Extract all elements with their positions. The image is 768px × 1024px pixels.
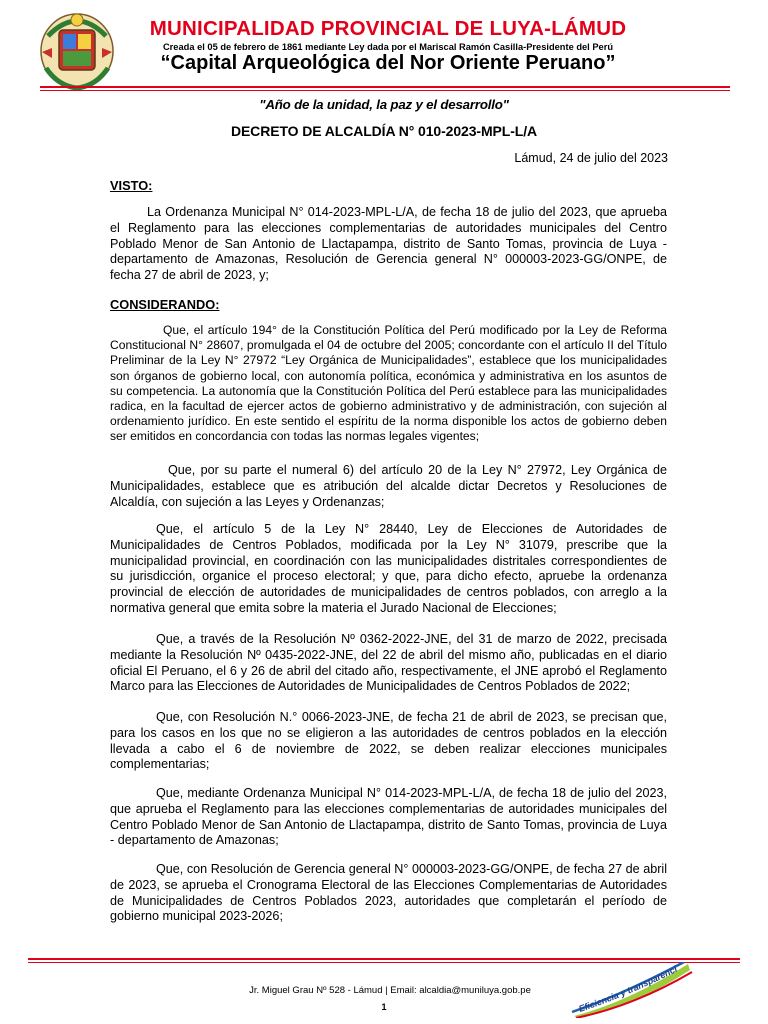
visto-paragraph: La Ordenanza Municipal N° 014-2023-MPL-L/A, de fecha 18 de julio del 2023, que aprueba el Reglamento para las elecciones complementarias de autoridades municipales del Centro Poblado Menor de San Antonio de Llactapampa, distrito de Santo Tomas, provincia de Luya - departamento de Amazonas, Resolución de Gerencia general N° 000003-2023-GG/ONPE, de fecha 27 de abril de 2023, y; xyxy=(110,205,667,283)
considerando-paragraph: Que, con Resolución de Gerencia general N° 000003-2023-GG/ONPE, de fecha 27 de abril de 2023, se aprueba el Cronograma Electoral de las Elecciones Complementarias de Autoridades de Municipalidades de Centros Poblados 2023, autoridades que completarán el período de gobierno municipal 2023-2026; xyxy=(110,862,667,924)
decree-title: DECRETO DE ALCALDÍA N° 010-2023-MPL-L/A xyxy=(230,123,538,139)
considerando-heading: CONSIDERANDO: xyxy=(110,297,220,312)
date-line: Lámud, 24 de julio del 2023 xyxy=(514,151,668,165)
considerando-paragraph: Que, con Resolución N.° 0066-2023-JNE, de fecha 21 de abril de 2023, se precisan que, para los casos en los que no se eligieron a las autoridades de centros poblados en la elección llevada a cabo el 6 de noviembre de 2022, se deben realizar elecciones municipales complementarias; xyxy=(110,710,667,772)
municipality-slogan: “Capital Arqueológica del Nor Oriente Peruano” xyxy=(160,52,616,74)
municipality-name: MUNICIPALIDAD PROVINCIAL DE LUYA-LÁMUD xyxy=(149,17,627,40)
page-number: 1 xyxy=(381,1002,387,1012)
considerando-paragraph: Que, el artículo 194° de la Constitución Política del Perú modificado por la Ley de Reforma Constitucional N° 28607, promulgada el 04 de octubre del 2005; concordante con el artículo II del Título Preliminar de la Ley N° 27972 “Ley Orgánica de Municipalidades”, establece que los municipalidades son órganos de gobierno local, con autonomía política, económica y administrativa en los asuntos de su competencia. La autonomía que la Constitución Política del Perú establece para las municipalidades radica, en la facultad de ejercer actos de gobierno administrativo y de administración, con sujeción al ordenamiento jurídico. En este sentido el espíritu de la norma disponible los actos de gobierno deben ser emitidos en concordancia con todas las normas legales vigentes; xyxy=(110,323,667,444)
considerando-paragraph: Que, mediante Ordenanza Municipal N° 014-2023-MPL-L/A, de fecha 18 de julio del 2023, que aprueba el Reglamento para las elecciones complementarias de autoridades municipales del Centro Poblado Menor de San Antonio de Llactapampa, distrito de Santo Tomas, provincia de Luya - departamento de Amazonas; xyxy=(110,786,667,848)
footer-divider xyxy=(28,958,740,960)
considerando-paragraph: Que, el artículo 5 de la Ley N° 28440, Ley de Elecciones de Autoridades de Municipalidades de Centros Poblados, modificada por la Ley N° 31079, prescribe que la municipalidad provincial, en coordinación con las municipalidades distritales correspondientes de su jurisdicción, organice el proceso electoral; y que, para dicho efecto, apruebe la ordenanza provincial de elección de autoridades de municipalidades de centros poblados, con arreglo a la normativa general que emita sobre la materia el Jurado Nacional de Elecciones; xyxy=(110,522,667,615)
efficiency-transparency-logo-icon xyxy=(568,962,694,1018)
considerando-paragraph: Que, por su parte el numeral 6) del artículo 20 de la Ley N° 27972, Ley Orgánica de Municipalidades, establece que es atribución del alcalde dictar Decretos y Resoluciones de Alcaldía, con sujeción a las Leyes y Ordenanzas; xyxy=(110,463,667,509)
considerando-paragraph: Que, a través de la Resolución Nº 0362-2022-JNE, del 31 de marzo de 2022, precisada mediante la Resolución Nº 0435-2022-JNE, del 22 de abril del mismo año, publicadas en el diario oficial El Peruano, el 6 y 26 de abril del citado año, respectivamente, el JNE aprobó el Reglamento Marco para las Elecciones de Autoridades de Municipalidades de Centros Poblados de 2022; xyxy=(110,632,667,694)
municipality-founding-note: Creada el 05 de febrero de 1861 mediante Ley dada por el Mariscal Ramón Casilla-Presidente del Perú xyxy=(162,42,614,52)
visto-heading: VISTO: xyxy=(110,178,153,193)
header-divider xyxy=(40,86,730,88)
footer-address: Jr. Miguel Grau Nº 528 - Lámud | Email: alcaldia@muniluya.gob.pe xyxy=(249,985,531,996)
year-motto: "Año de la unidad, la paz y el desarrollo" xyxy=(259,97,509,112)
header-divider-thin xyxy=(40,90,730,91)
badge-text: Eficiencia y transparenci xyxy=(577,963,679,1014)
municipal-coat-of-arms-icon xyxy=(38,8,116,90)
letterhead xyxy=(0,0,768,96)
